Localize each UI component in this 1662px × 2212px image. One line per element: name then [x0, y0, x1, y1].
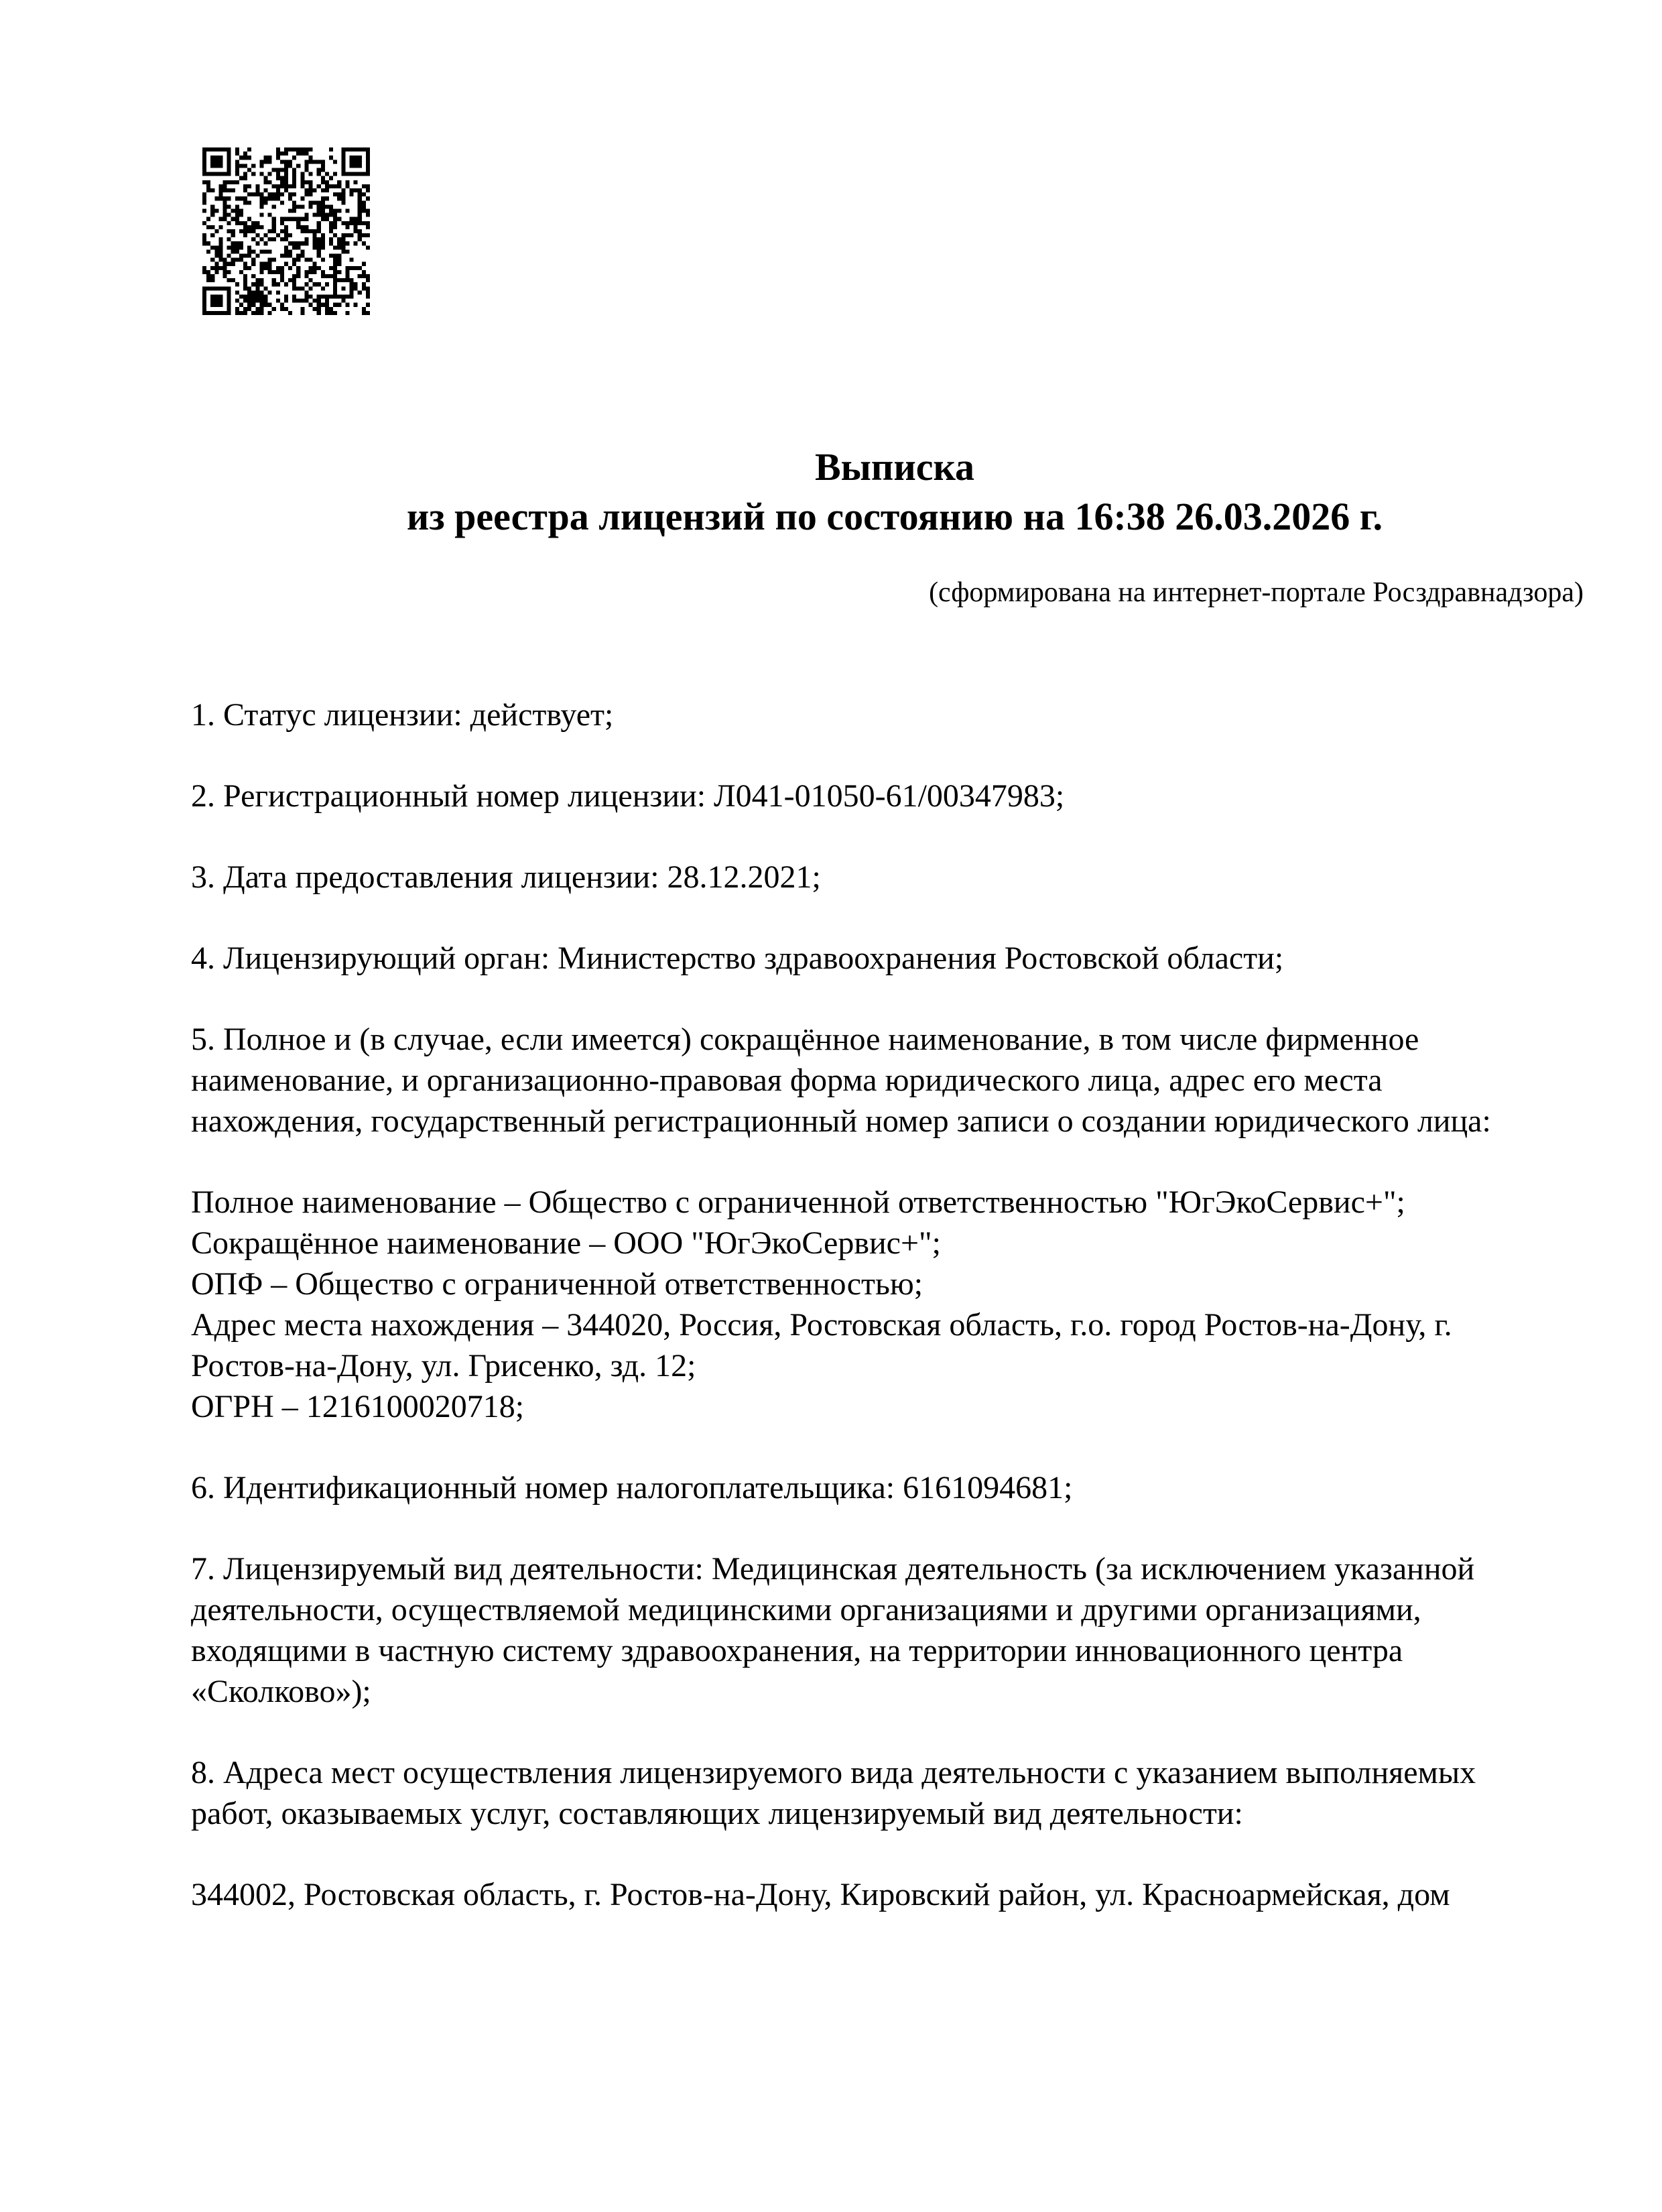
paragraph-licensing-authority [191, 938, 1598, 979]
text-line: «Сколково»); [191, 1674, 371, 1709]
title-line-1: Выписка [814, 445, 975, 489]
text-line: 6. Идентификационный номер налогоплательщика: 6161094681; [191, 1470, 1073, 1506]
document-subtitle: (сформирована на интернет-портале Росздравнадзора) [929, 577, 1584, 608]
qr-code [202, 147, 370, 315]
paragraph-address-line [191, 1874, 1598, 1915]
paragraph-addresses-heading [191, 1752, 1598, 1834]
text-line: Полное наименование – Общество с ограниченной ответственностью "ЮгЭкоСервис+"; [191, 1184, 1405, 1220]
title-line-2: из реестра лицензий по состоянию на 16:38 26.03.2026 г. [406, 495, 1383, 538]
paragraph-inn [191, 1467, 1598, 1508]
document-title [191, 442, 1598, 542]
text-line: Сокращённое наименование – ООО "ЮгЭкоСервис+"; [191, 1225, 941, 1261]
text-line: ОГРН – 1216100020718; [191, 1389, 525, 1424]
text-line: 4. Лицензирующий орган: Министерство здравоохранения Ростовской области; [191, 940, 1284, 976]
text-line: 1. Статус лицензии: действует; [191, 697, 614, 733]
paragraph-activity-type [191, 1548, 1598, 1712]
text-line: 344002, Ростовская область, г. Ростов-на-Дону, Кировский район, ул. Красноармейская, дом [191, 1877, 1450, 1912]
paragraph-reg-number [191, 776, 1598, 816]
text-line: работ, оказываемых услуг, составляющих лицензируемый вид деятельности: [191, 1796, 1243, 1831]
text-line: 8. Адреса мест осуществления лицензируемого вида деятельности с указанием выполняемых [191, 1755, 1476, 1790]
text-line: Адрес места нахождения – 344020, Россия, Ростовская область, г.о. город Ростов-на-Дону, г. [191, 1307, 1452, 1343]
paragraph-org-details [191, 1182, 1598, 1427]
paragraph-grant-date [191, 857, 1598, 898]
text-line: 3. Дата предоставления лицензии: 28.12.2021; [191, 859, 821, 895]
document-body [191, 694, 1598, 1955]
text-line: деятельности, осуществляемой медицинскими организациями и другими организациями, [191, 1592, 1421, 1627]
text-line: Ростов-на-Дону, ул. Грисенко, зд. 12; [191, 1348, 696, 1384]
text-line: ОПФ – Общество с ограниченной ответственностью; [191, 1266, 923, 1302]
text-line: нахождения, государственный регистрационный номер записи о создании юридического лица: [191, 1103, 1491, 1139]
paragraph-status [191, 694, 1598, 735]
text-line: 5. Полное и (в случае, если имеется) сокращённое наименование, в том числе фирменное [191, 1022, 1419, 1057]
text-line: 2. Регистрационный номер лицензии: Л041-01050-61/00347983; [191, 778, 1065, 814]
paragraph-name-heading [191, 1019, 1598, 1142]
text-line: наименование, и организационно-правовая форма юридического лица, адрес его места [191, 1062, 1383, 1098]
text-line: входящими в частную систему здравоохранения, на территории инновационного центра [191, 1633, 1403, 1668]
text-line: 7. Лицензируемый вид деятельности: Медицинская деятельность (за исключением указанной [191, 1551, 1475, 1587]
